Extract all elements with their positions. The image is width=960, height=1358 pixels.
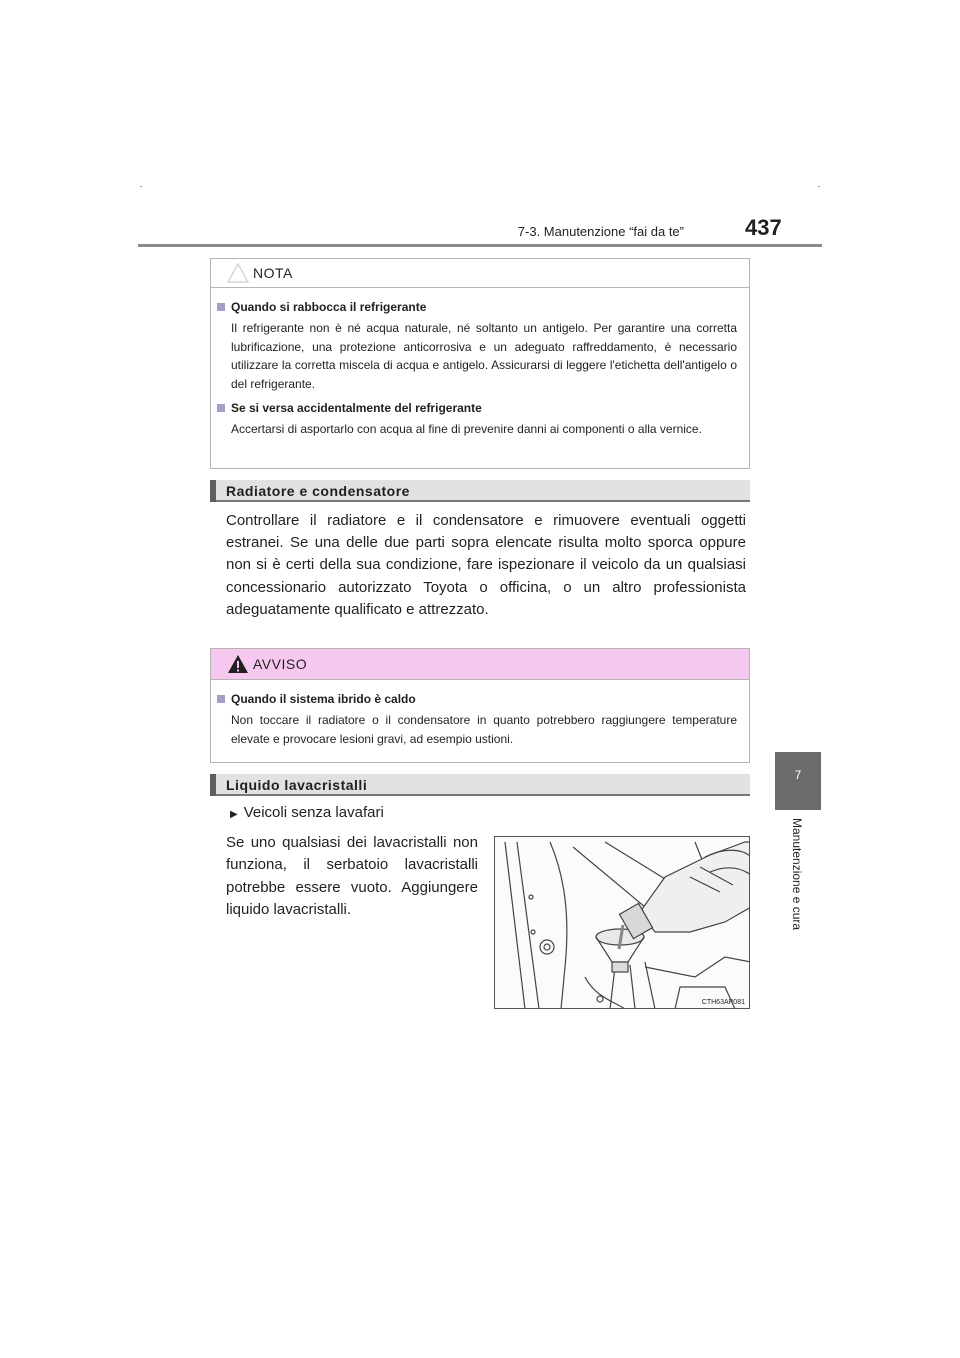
heading-bar [210, 774, 216, 796]
section-heading-washer-label: Liquido lavacristalli [226, 777, 368, 793]
section-heading-radiator-label: Radiatore e condensatore [226, 483, 410, 499]
triangle-bullet-icon: ▶ [230, 809, 238, 820]
washer-paragraph: Se uno qualsiasi dei lavacristalli non funziona, il serbatoio lavacristalli potrebbe essere vuoto. Aggiungere liquido lavacristalli. [226, 834, 478, 919]
nota-item-heading [217, 300, 739, 314]
avviso-item-heading [217, 692, 739, 706]
washer-bullet [230, 804, 384, 821]
section-heading-washer [210, 774, 750, 796]
nota-item-text: Accertarsi di asportarlo con acqua al fine di prevenire danni ai componenti o alla vernice. [231, 422, 702, 436]
avviso-title: AVVISO [253, 656, 308, 672]
heading-bar [210, 480, 216, 502]
illustration-code: CTH63AP081 [701, 999, 745, 1006]
warning-triangle-icon [227, 654, 249, 674]
square-bullet-icon [217, 404, 225, 412]
caution-triangle-icon [227, 263, 249, 283]
page-number: 437 [745, 215, 782, 240]
crop-mark-right [818, 186, 820, 187]
chapter-label: Manutenzione e cura [790, 818, 804, 931]
nota-item-text: Il refrigerante non è né acqua naturale, né soltanto un antigelo. Per garantire una corretta lubrificazione, una protezione anticorrosiva e un adeguato raffreddamento, è necessario utilizzare la corretta miscela di acqua e antigelo. Assicurarsi di leggere l'etichetta dell'antigelo o del refrigerante. [231, 321, 737, 391]
nota-item-heading-text: Se si versa accidentalmente del refrigerante [231, 401, 482, 415]
nota-item-heading [217, 401, 739, 415]
avviso-item-text: Non toccare il radiatore o il condensatore in quanto potrebbero raggiungere temperature elevate e provocare lesioni gravi, ad esempio ustioni. [231, 713, 737, 746]
square-bullet-icon [217, 303, 225, 311]
nota-header [211, 259, 749, 288]
avviso-body [211, 680, 749, 766]
chapter-number: 7 [794, 768, 802, 782]
header-rule [138, 244, 822, 247]
nota-box [210, 258, 750, 469]
nota-body [211, 288, 749, 457]
radiator-paragraph: Controllare il radiatore e il condensatore e rimuovere eventuali oggetti estranei. Se una delle due parti sopra elencate risulta molto sporca oppure non si è certi della sua condizione, fare ispezionare il veicolo da un qualsiasi concessionario autorizzato Toyota o officina, o un altro professionista adeguatamente qualificato e attrezzato. [226, 512, 746, 618]
avviso-item-heading-text: Quando il sistema ibrido è caldo [231, 692, 416, 706]
header-section-title: 7-3. Manutenzione “fai da te” [517, 224, 684, 239]
nota-item-heading-text: Quando si rabbocca il refrigerante [231, 300, 427, 314]
nota-title: NOTA [253, 265, 293, 281]
avviso-box [210, 648, 750, 763]
section-heading-radiator [210, 480, 750, 502]
square-bullet-icon [217, 695, 225, 703]
crop-mark-left [140, 186, 142, 187]
washer-refill-drawing [495, 837, 750, 1009]
washer-fluid-illustration [494, 836, 750, 1009]
avviso-header [211, 649, 749, 680]
washer-bullet-text: Veicoli senza lavafari [243, 804, 384, 821]
